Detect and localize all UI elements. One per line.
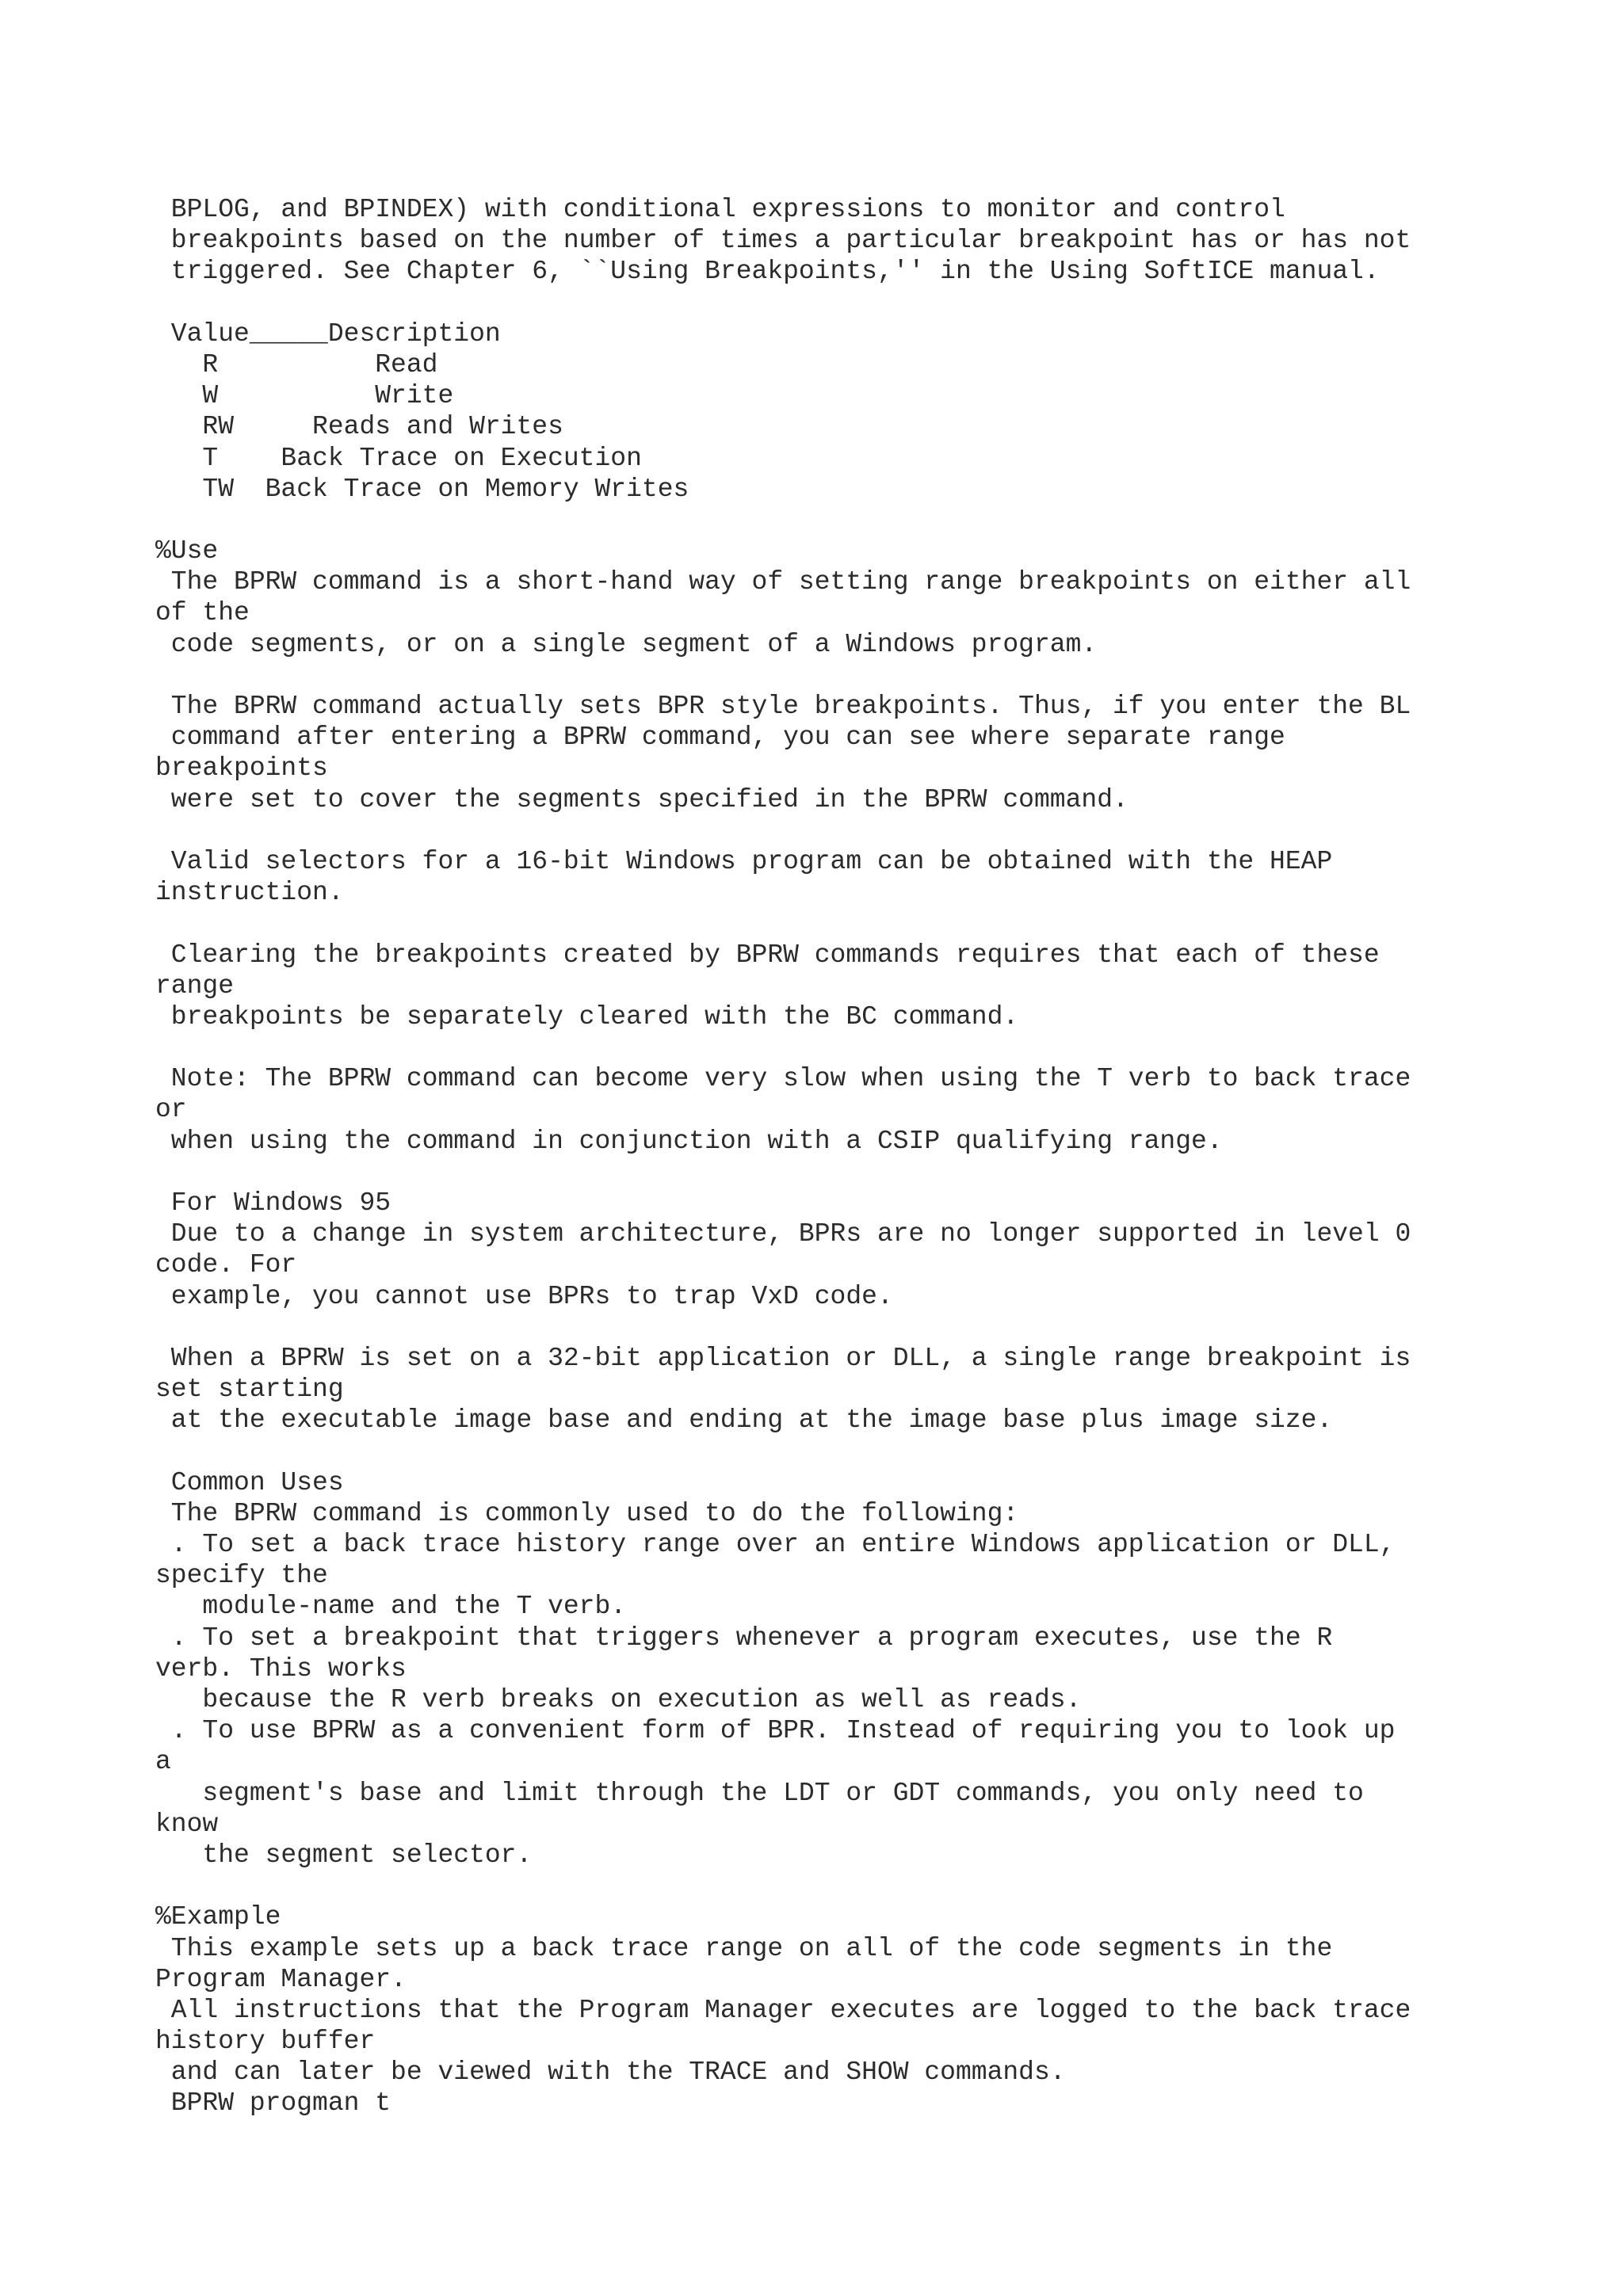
text-line: verb. This works (155, 1653, 407, 1684)
text-line: . To use BPRW as a convenient form of BPR. Instead of requiring you to look up (155, 1716, 1396, 1746)
text-line: W Write (155, 381, 454, 411)
text-line: Common Uses (155, 1467, 344, 1497)
text-line: the segment selector. (155, 1840, 533, 1870)
text-line: specify the (155, 1561, 328, 1591)
text-line: and can later be viewed with the TRACE and SHOW commands. (155, 2058, 1066, 2088)
text-line: When a BPRW is set on a 32-bit application or DLL, a single range breakpoint is (155, 1343, 1411, 1373)
text-line: BPRW progman t (155, 2088, 391, 2119)
text-line: command after entering a BPRW command, you can see where separate range (155, 723, 1285, 753)
text-line (155, 908, 1411, 939)
text-line: history buffer (155, 2027, 376, 2057)
text-line: example, you cannot use BPRs to trap VxD code. (155, 1281, 893, 1311)
text-line: All instructions that the Program Manager executes are logged to the back trace (155, 1995, 1411, 2025)
text-line: Note: The BPRW command can become very slow when using the T verb to back trace (155, 1064, 1411, 1094)
text-line: triggered. See Chapter 6, ``Using Breakpoints,'' in the Using SoftICE manual. (155, 257, 1380, 287)
text-line: The BPRW command is commonly used to do the following: (155, 1498, 1019, 1528)
text-line: breakpoints (155, 753, 328, 784)
text-line: breakpoints be separately cleared with the BC command. (155, 1001, 1019, 1032)
text-line: code segments, or on a single segment of a Windows program. (155, 629, 1098, 659)
text-line: %Example (155, 1902, 281, 1932)
text-line: . To set a back trace history range over an entire Windows application or DLL, (155, 1530, 1396, 1560)
text-line: T Back Trace on Execution (155, 443, 642, 473)
text-line: Due to a change in system architecture, BPRs are no longer supported in level 0 (155, 1219, 1411, 1249)
text-line: Clearing the breakpoints created by BPRW commands requires that each of these (155, 940, 1380, 970)
text-line: Valid selectors for a 16-bit Windows program can be obtained with the HEAP (155, 846, 1333, 876)
text-line: or (155, 1095, 187, 1125)
text-line: set starting (155, 1375, 344, 1405)
text-line: This example sets up a back trace range on all of the code segments in the (155, 1933, 1333, 1963)
text-line: TW Back Trace on Memory Writes (155, 474, 689, 504)
text-line: For Windows 95 (155, 1188, 391, 1218)
text-line: BPLOG, and BPINDEX) with conditional expressions to monitor and control (155, 195, 1285, 224)
document-text (155, 194, 1411, 2119)
text-line: . To set a breakpoint that triggers whenever a program executes, use the R (155, 1623, 1333, 1653)
text-line (155, 1157, 1411, 1188)
text-line: R Read (155, 349, 438, 379)
text-line: when using the command in conjunction with a CSIP qualifying range. (155, 1126, 1223, 1156)
text-line: a (155, 1747, 171, 1777)
text-line: %Use (155, 536, 219, 566)
text-line: range (155, 971, 235, 1001)
text-line: because the R verb breaks on execution as well as reads. (155, 1685, 1082, 1714)
text-line (155, 288, 1411, 318)
text-line (155, 505, 1411, 536)
text-line: segment's base and limit through the LDT or GDT commands, you only need to (155, 1778, 1364, 1808)
text-line (155, 1871, 1411, 1901)
text-line: The BPRW command actually sets BPR style breakpoints. Thus, if you enter the BL (155, 692, 1411, 721)
text-line: of the (155, 598, 250, 628)
text-line: instruction. (155, 878, 344, 908)
text-line (155, 815, 1411, 846)
text-line: RW Reads and Writes (155, 412, 563, 442)
text-line: The BPRW command is a short-hand way of setting range breakpoints on either all (155, 567, 1411, 597)
text-line (155, 1436, 1411, 1467)
text-line: module-name and the T verb. (155, 1592, 627, 1622)
text-line (155, 660, 1411, 691)
text-line (155, 1032, 1411, 1063)
text-line: Program Manager. (155, 1964, 407, 1994)
text-line (155, 1312, 1411, 1343)
text-line: Value_____Description (155, 318, 501, 349)
text-line: breakpoints based on the number of times a particular breakpoint has or has not (155, 226, 1411, 256)
text-line: know (155, 1809, 219, 1839)
text-line: were set to cover the segments specified in the BPRW command. (155, 784, 1128, 814)
text-line: at the executable image base and ending at the image base plus image size. (155, 1405, 1333, 1436)
text-line: code. For (155, 1250, 297, 1280)
